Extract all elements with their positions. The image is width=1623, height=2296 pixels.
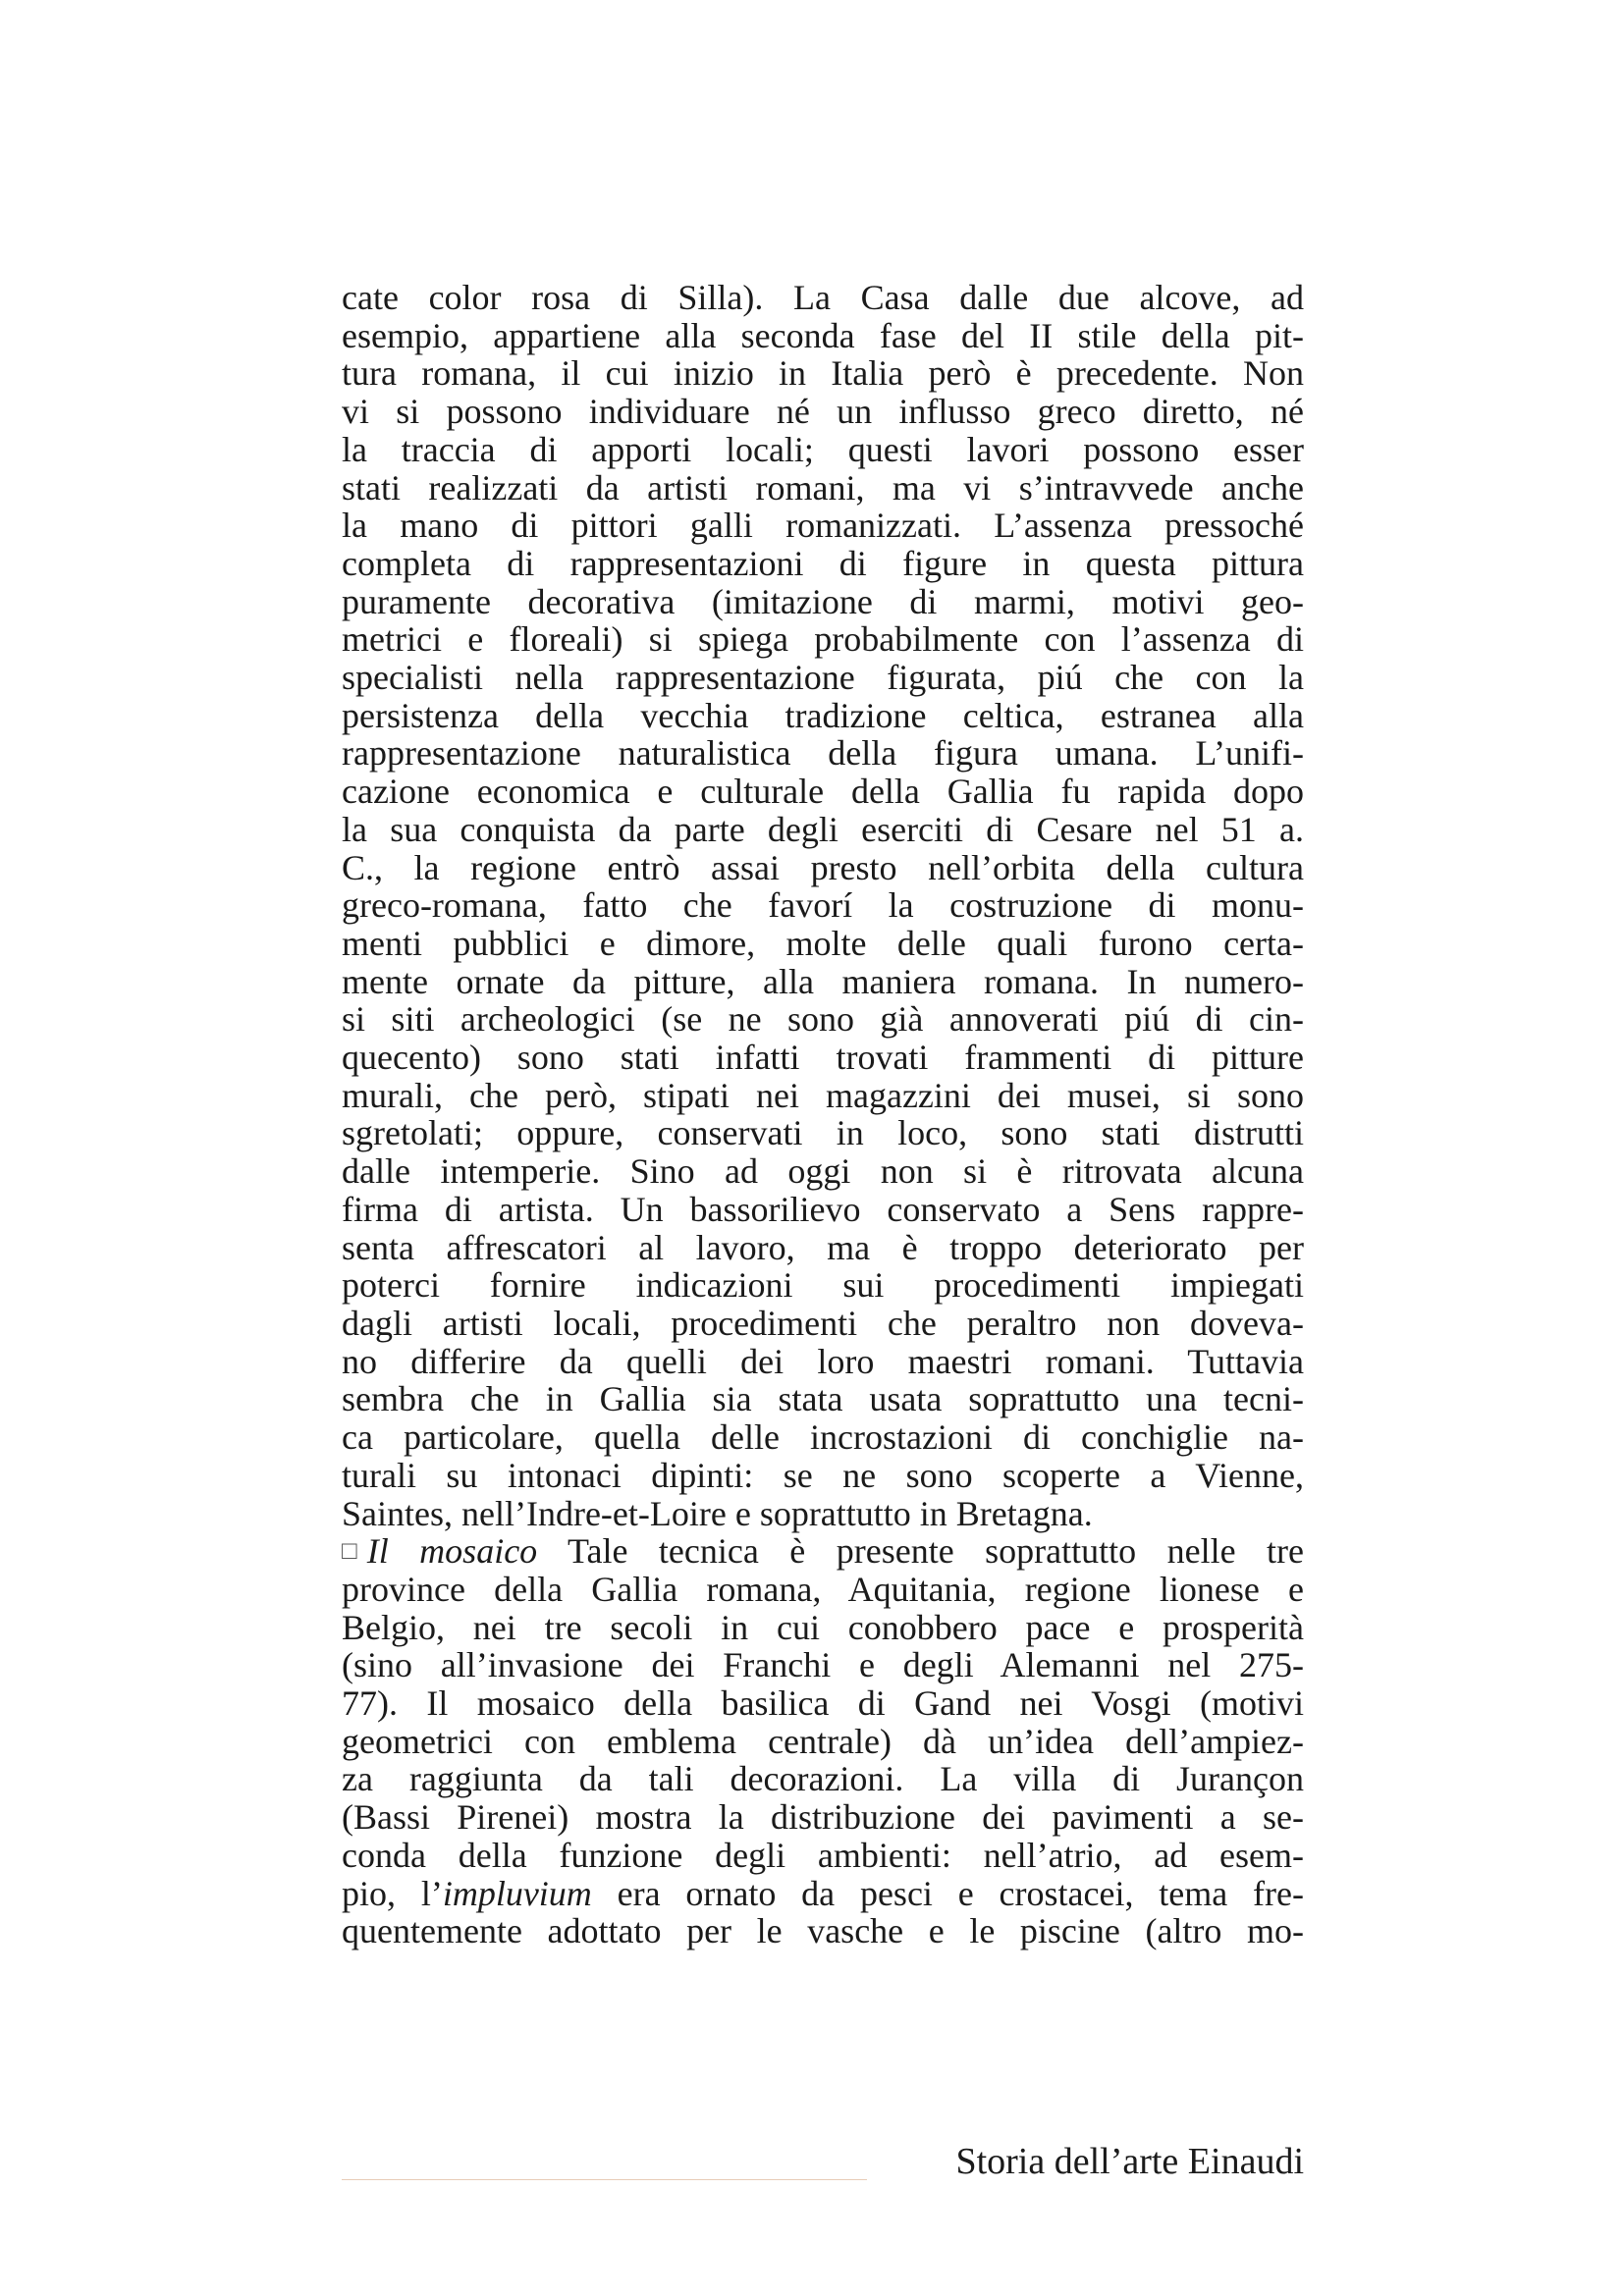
impluvium-line-post: era ornato da pesci e crostacei, tema fre- [591, 1873, 1304, 1913]
impluvium-term: impluvium [442, 1873, 592, 1913]
text-line: firma di artista. Un bassorilievo conservato a Sens rappre- [342, 1189, 1304, 1229]
text-line: completa di rappresentazioni di figure in questa pittura [342, 543, 1304, 583]
text-line: puramente decorativa (imitazione di marmi, motivi geo- [342, 581, 1304, 621]
impluvium-line-pre: pio, l’ [342, 1873, 443, 1913]
text-line: geometrici con emblema centrale) dà un’idea dell’ampiez- [342, 1721, 1304, 1761]
paragraph-pittura [342, 279, 1304, 1532]
text-line: specialisti nella rappresentazione figurata, piú che con la [342, 658, 1304, 698]
text-line: Saintes, nell’Indre-et-Loire e soprattutto in Bretagna. [342, 1493, 1093, 1533]
text-line: no differire da quelli dei loro maestri romani. Tuttavia [342, 1341, 1304, 1381]
page-footer [342, 2140, 1304, 2187]
text-line: greco-romana, fatto che favorí la costruzione di monu- [342, 885, 1304, 926]
text-line: si siti archeologici (se ne sono già annoverati piú di cin- [342, 999, 1304, 1040]
text-line: (sino all’invasione dei Franchi e degli Alemanni nel 275- [342, 1645, 1304, 1685]
text-line: cate color rosa di Silla). La Casa dalle due alcove, ad [342, 278, 1304, 317]
text-line: ca particolare, quella delle incrostazioni di conchiglie na- [342, 1417, 1304, 1458]
section-heading: Il mosaico [366, 1531, 538, 1572]
text-line: persistenza della vecchia tradizione celtica, estranea alla [342, 695, 1304, 735]
impluvium-line [342, 1875, 1304, 1913]
section-lines [342, 1571, 1304, 1875]
text-line: sgretolati; oppure, conservati in loco, sono stati distrutti [342, 1113, 1304, 1153]
paragraph-mosaico [342, 1532, 1304, 1950]
square-bullet-icon: □ [342, 1536, 357, 1566]
text-line: senta affrescatori al lavoro, ma è troppo deteriorato per [342, 1227, 1304, 1267]
text-line: za raggiunta da tali decorazioni. La villa di Jurançon [342, 1759, 1304, 1799]
text-line: dalle intemperie. Sino ad oggi non si è ritrovata alcuna [342, 1151, 1304, 1192]
text-line: la mano di pittori galli romanizzati. L’assenza pressoché [342, 506, 1304, 546]
text-line: esempio, appartiene alla seconda fase del II stile della pit- [342, 315, 1304, 355]
text-line: menti pubblici e dimore, molte delle quali furono certa- [342, 923, 1304, 963]
text-line: C., la regione entrò assai presto nell’orbita della cultura [342, 847, 1304, 887]
text-line: cazione economica e culturale della Gallia fu rapida dopo [342, 772, 1304, 812]
section-first-line [342, 1532, 1304, 1571]
text-line: province della Gallia romana, Aquitania, regione lionese e [342, 1569, 1304, 1609]
text-line: dagli artisti locali, procedimenti che peraltro non doveva- [342, 1303, 1304, 1343]
footer-rule [342, 2179, 867, 2180]
text-line: mente ornate da pitture, alla maniera romana. In numero- [342, 961, 1304, 1001]
text-line: la traccia di apporti locali; questi lavori possono esser [342, 429, 1304, 469]
footer-title: Storia dell’arte Einaudi [955, 2141, 1304, 2182]
text-line: stati realizzati da artisti romani, ma vi s’intravvede anche [342, 467, 1304, 507]
last-line: quentemente adottato per le vasche e le piscine (altro mo- [342, 1911, 1304, 1951]
text-line: metrici e floreali) si spiega probabilmente con l’assenza di [342, 619, 1304, 660]
text-line: vi si possono individuare né un influsso greco diretto, né [342, 392, 1304, 432]
text-line: rappresentazione naturalistica della figura umana. L’unifi- [342, 733, 1304, 774]
text-line: (Bassi Pirenei) mostra la distribuzione dei pavimenti a se- [342, 1797, 1304, 1838]
text-line: la sua conquista da parte degli eserciti di Cesare nel 51 a. [342, 809, 1304, 849]
text-line: tura romana, il cui inizio in Italia però è precedente. Non [342, 353, 1304, 394]
body-text [342, 279, 1304, 1950]
text-line: sembra che in Gallia sia stata usata soprattutto una tecni- [342, 1379, 1304, 1419]
text-line: turali su intonaci dipinti: se ne sono scoperte a Vienne, [342, 1455, 1304, 1495]
text-line: murali, che però, stipati nei magazzini dei musei, si sono [342, 1075, 1304, 1115]
text-line: conda della funzione degli ambienti: nell’atrio, ad esem- [342, 1835, 1304, 1875]
text-line: quecento) sono stati infatti trovati frammenti di pitture [342, 1038, 1304, 1078]
text-line: poterci fornire indicazioni sui procedimenti impiegati [342, 1265, 1304, 1306]
section-first-line-text: Tale tecnica è presente soprattutto nelle tre [537, 1531, 1304, 1572]
text-line: 77). Il mosaico della basilica di Gand nei Vosgi (motivi [342, 1683, 1304, 1724]
text-line: Belgio, nei tre secoli in cui conobbero pace e prosperità [342, 1607, 1304, 1647]
